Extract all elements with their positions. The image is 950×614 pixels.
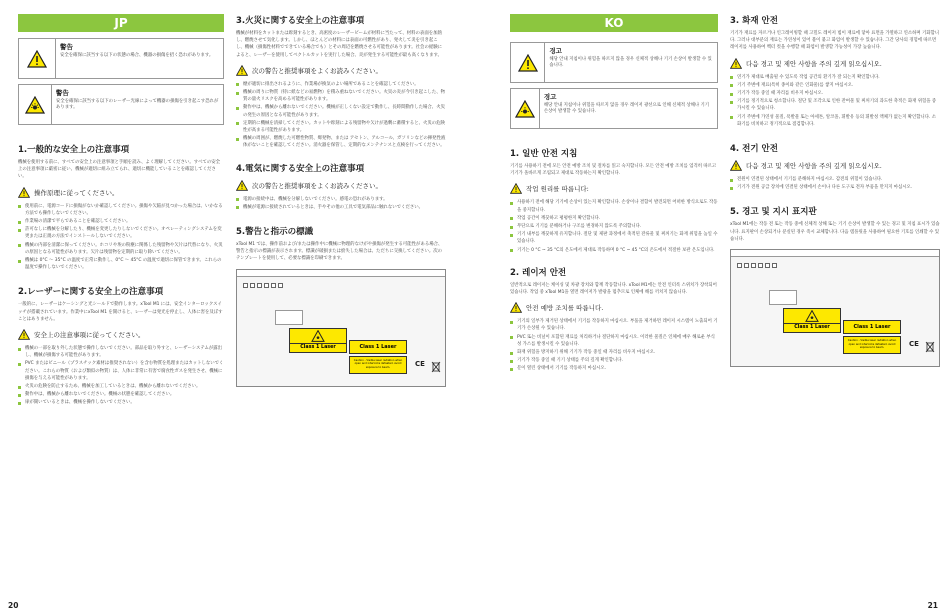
- list-item: 機械は 0°C ～ 35°C の温度で正常に動作し、0°C ～ 45°C の温度で適切に保管できます。これらの温度で操作しないでください。: [18, 257, 224, 271]
- ko-section-1-subheading: 작업 원리를 따릅니다:: [510, 183, 718, 194]
- list-item: 사용하기 전에 해당 기기에 손상이 있는지 확인합니다. 손상이나 결함이 발견되면 어떠한 방식으로도 작동을 중지합니다.: [510, 199, 718, 213]
- warning-icon: [510, 183, 522, 194]
- warning-text: 安全を確保に該当する以下の状態の場合、機器の損傷を招く恐れがあります。: [60, 53, 214, 58]
- jp-column-right: [236, 14, 446, 387]
- list-item: 전원이 연결된 상태에서 기기를 분해하지 마십시오. 감전의 위험이 있습니다.: [730, 176, 940, 183]
- jp-section-5-title: 5.警告と指示の標識: [236, 227, 314, 238]
- class-label-large: Class 1 Laser: [349, 340, 407, 354]
- list-item: 機械の一部を取り外した状態で操作しないでください。部品を取り外すと、レーザーシステムが露出し、機械が損傷する可能性があります。: [18, 345, 224, 359]
- jp-section-1-intro: 機械を使用する前に、すべての安全上の注意事項と手順を読み、よく理解してください。すべての安全上の注意事項に厳密に従い、機械が適切に組み立てられ、適切に機能していることを確認してください。: [18, 160, 221, 180]
- jp-section-1-title: 1.一般的な安全上の注意事項: [18, 145, 130, 155]
- ko-section-2-subheading: 안전 예방 조치를 따릅니다.: [510, 302, 718, 313]
- list-item: 動作中は、機械から離れないでください。機械が正しくない設定で動作し、長時間動作した場合、火災の発生の原因となる可能性があります。: [236, 104, 446, 118]
- warning-icon: [18, 329, 30, 340]
- page-number-right: 21: [927, 601, 938, 610]
- ko-section-2-title: 2. 레이저 안전: [510, 267, 567, 278]
- warning-title: 경고: [549, 47, 562, 55]
- caution-label: Caution - Visible laser radiation when open and interlocks defeated. Avoid exposure to beam.: [349, 356, 407, 374]
- list-item: 기기는 0 °C ~ 35 °C의 온도에서 제대로 작동하며 0 °C ~ 45 °C의 온도에서 적절한 보관 온도입니다.: [510, 247, 718, 254]
- list-item: 연기가 제대로 배출될 수 있도록 작업 공간의 환기가 잘 되는지 확인합니다.: [730, 74, 940, 81]
- list-item: 기기의 일부가 제거된 상태에서 기기를 작동하지 마십시오. 부품을 제거하면 레이저 시스템이 노출되어 기기가 손상될 수 있습니다.: [510, 318, 718, 332]
- ko-section-5-intro: xTool M1에는 작동 전 또는 작동 중에 신체적 상해 또는 기기 손상이 발생할 수 있는 경고 및 지침 표시가 있습니다. 표지판이 손상되거나 분실된 경우 즉시 교체합니다. 다음 템플릿을 사용하여 필요한 기호를 인쇄할 수 있습니다.: [730, 222, 940, 242]
- jp-warning-box-1: [18, 38, 224, 79]
- ko-section-3-title: 3. 화재 안전: [730, 16, 778, 26]
- list-item: 許可なしに機械を分解したり、機械を変更したりしないでください。オペレーティングシステムを変更または正規の方法でインストールしないでください。: [18, 226, 224, 240]
- laser-warning-icon: [515, 100, 535, 118]
- list-item: 화재 위험을 방지하기 위해 기기가 작동 중일 때 자리를 비우지 마십시오.: [510, 349, 718, 356]
- list-item: 火災の危険を防止するため、機械を加工しているときは、機械から離れないでください。: [18, 383, 224, 390]
- list-item: 機械の周りに物質（特に紙などの易燃物）を積み重ねないでください。火災の炎が今引き起こした、物質の量火リスクを高める可能性があります。: [236, 89, 446, 103]
- rating-plate: [275, 310, 303, 325]
- class-label-large: Class 1 Laser: [843, 320, 901, 334]
- warning-icon: [27, 50, 47, 68]
- ko-column-right: [730, 14, 940, 367]
- ko-section-2-list: [510, 318, 718, 372]
- jp-section-4-subheading: 次の警告と推奨事項をよくお読みください。: [236, 180, 446, 191]
- list-item: 기기가 전원 공급 장치에 연결된 상태에서 손이나 다른 도구로 전자 부품을 만지지 마십시오.: [730, 184, 940, 191]
- jp-section-1-subheading: 操作原理に従ってください。: [18, 187, 224, 198]
- warning-icon: [236, 180, 248, 191]
- list-item: 기기를 정기적으로 청소합니다. 절단 및 조각으로 인한 잔여물 및 찌꺼기의 과도한 축적은 화재 위험을 증가시킬 수 있습니다.: [730, 98, 940, 112]
- list-item: 작업 공간이 깨끗하고 평평한지 확인합니다.: [510, 215, 718, 222]
- ko-section-4-title: 4. 전기 안전: [730, 144, 778, 155]
- jp-section-3-title: 3.火災に関する安全上の注意事項: [236, 16, 365, 26]
- laser-warning-icon: [805, 310, 819, 322]
- list-item: PVC またはビニール（プラスチック素材は推奨されない）を含む物質を処理またはカットしないでください。これらの物質（および類似の物質）は、人体に非常に有害で腐食性ガスを発生させ、機械に損傷を与える可能性があります。: [18, 360, 224, 382]
- warning-text: 安全を確保に該当する以下のレーザー光線によって機器の損傷を引き起こす恐れがあります。: [55, 99, 219, 110]
- jp-section-5-intro: xTool M1 では、操作前および/または操作中に機械に物理的なけがや損傷が発生する可能性がある場合、警告と指示の標識が表示されます。標識が破損または紛失した場合は、ただちに交換してください。次のテンプレートを使用して、必要な標識を印刷できます。: [236, 242, 443, 262]
- list-item: 煙が適切に排出されるように、作業場が換気のよい場所であることを確認してください。: [236, 81, 446, 88]
- warning-icon: [18, 187, 30, 198]
- warning-icon: [730, 58, 742, 69]
- list-item: 作業場の清潔で平らであることを確認してください。: [18, 218, 224, 225]
- weee-bin-icon: [925, 341, 935, 353]
- ko-column-left: [510, 14, 718, 374]
- jp-section-1-list: [18, 203, 224, 272]
- jp-section-3-list: [236, 81, 446, 150]
- jp-language-tag: JP: [18, 14, 224, 32]
- ko-section-4-subheading: 다음 경고 및 제안 사항을 주의 깊게 읽으십시오.: [730, 160, 940, 171]
- list-item: 기기 주변에 재료(특히 종이와 같은 인화물)를 쌓지 마십시오.: [730, 82, 940, 89]
- ko-section-1-title: 1. 일반 안전 지침: [510, 149, 578, 159]
- jp-column-left: [18, 14, 224, 408]
- ko-section-3-intro: 기기가 재료를 자르거나 인그레이빙할 때 고밀도 레이저 빔이 재료에 닿아 표면을 가열하고 연소하며 기화합니다. 그러나 대부분의 재료는 가연성이 있어 불이 붙고 화염이 발생할 수 있습니다. 그간 당사의 경험에 따르면 레이저를 사용하여 벡터 컷을 수행할 때 화염이 발생할 가능성이 가장 높습니다.: [730, 31, 940, 51]
- list-item: 기기 내부를 깨끗하게 유지합니다. 절단 및 제판 과정에서 축적된 잔류물 및 찌꺼기는 화재 위험을 높일 수 있습니다.: [510, 231, 718, 245]
- laser-label: [783, 308, 841, 333]
- list-item: 使用前に、電源コードに損傷がないか確認してください。損傷や欠陥が見つかった場合は、いかなる方法でも操作しないでください。: [18, 203, 224, 217]
- list-item: 機械が電源に接続されているときは、手やその他の工具で電気部品に触れないでください。: [236, 204, 446, 211]
- jp-section-2-title: 2.レーザーに関する安全上の注意事項: [18, 287, 164, 298]
- rating-plate: [769, 290, 797, 305]
- ko-section-3-subheading: 다음 경고 및 제안 사항을 주의 깊게 읽으십시오.: [730, 58, 940, 69]
- jp-section-3-subheading: 次の警告と推奨事項をよくお読みください。: [236, 65, 446, 76]
- laser-warning-icon: [311, 330, 325, 342]
- class-label: Class 1 Laser: [784, 323, 840, 332]
- machine-diagram: [236, 269, 446, 387]
- machine-ports: [737, 263, 777, 268]
- warning-icon: [236, 65, 248, 76]
- ce-mark: CE: [909, 340, 919, 349]
- list-item: 電源の接続中は、機械を分解しないでください。感電の恐れがあります。: [236, 196, 446, 203]
- laser-label: [289, 328, 347, 353]
- jp-section-3-intro: 機械が材料をカットまたは彫刻するとき、高密度のレーザービームが材料に当たって、材料の表面を加熱し、燃焼させて気化します。しかし、ほとんどの材料には表面の可燃性があり、発火して炎を引き起こし、機械（損傷性材料でできている場合でも）とその周辺を燃焼させる可能性があります。社会の経験によると、レーザーを使用してベクトルカットを実行した場合、炎が発生する可能性が最も高くなります。: [236, 31, 443, 58]
- list-item: 機械の内部を清潔に保ってください。ホコリや埃の粉塵に関係した残留物や欠片は代替になり、火災の原因となる可能性があります。欠片は残留物を定期的に取り除いてください。: [18, 242, 224, 256]
- list-item: 무단으로 기기를 분해하거나 구조를 변경하지 않도록 주의합니다.: [510, 223, 718, 230]
- jp-section-2-list: [18, 345, 224, 407]
- warning-title: 警告: [55, 89, 69, 97]
- warning-title: 경고: [543, 93, 557, 101]
- ko-section-4-list: [730, 176, 940, 191]
- warning-icon: [518, 54, 538, 72]
- list-item: 動作中は、機械から離れないでください。機械の状態を確認してください。: [18, 391, 224, 398]
- list-item: PVC 또는 비닐이 포함된 재료를 처리하거나 절단하지 마십시오. 이러한 물질은 인체에 매우 해로운 부식성 가스를 발생시킬 수 있습니다.: [510, 334, 718, 348]
- jp-section-2-intro: 一般的に、レーザーはケーシングと光シールドで動作します。xTool M1 には、安全インターロックスイッチが搭載されています。作業中にxTool M1 を開けると、レーザーは発光を停止し、人体に害を及ぼすことはありません。: [18, 302, 223, 322]
- list-item: 기기가 작동 중일 때 기기 상태를 주의 깊게 확인합니다.: [510, 357, 718, 364]
- ko-section-1-intro: 기기를 사용하기 전에 모든 안전 예방 조치 및 절차를 읽고 숙지합니다. 모든 안전 예방 조치를 엄격히 따르고 기기가 올바르게 조립되고 제대로 작동하는지 확인합니다.: [510, 164, 717, 177]
- list-item: 機械の周囲が、燃焼した可燃性物質、爆発物、または アセトン、アルコール、ガソリンなどの揮発性液体がないことを確認してください。消火器を保管し、定期的なメンテナンスと点検を行ってください。: [236, 135, 446, 149]
- class-label: Class 1 Laser: [290, 343, 346, 352]
- list-item: 기기가 작동 중일 때 자리를 비우지 마십시오.: [730, 90, 940, 97]
- warning-text: 해당 안내 지침이나 위험을 따르지 않을 경우 레이저 광선으로 인해 신체적 상해나 기기 손상이 발생할 수 있습니다.: [543, 103, 710, 114]
- ko-section-3-list: [730, 74, 940, 128]
- list-item: 定期的に機械を清掃してください。カットや彫刻による残留物や欠けが過剰に蓄積すると、火災の危険性が高まる可能性があります。: [236, 120, 446, 134]
- warning-icon: [730, 160, 742, 171]
- machine-diagram: [730, 249, 940, 367]
- list-item: 기기 주변에 가연성 물질, 폭발물 또는 아세톤, 알코올, 휘발유 등의 휘발성 액체가 없는지 확인합니다. 소화기를 비치하고 정기적으로 점검합니다.: [730, 114, 940, 128]
- ko-language-tag: KO: [510, 14, 718, 32]
- jp-warning-box-2: [18, 84, 224, 125]
- page-number-left: 20: [8, 601, 19, 610]
- warning-icon: [510, 302, 522, 313]
- jp-section-4-list: [236, 196, 446, 211]
- jp-section-2-subheading: 安全上の注意事項に従ってください。: [18, 329, 224, 340]
- ko-section-5-title: 5. 경고 및 지시 표지판: [730, 207, 817, 218]
- ko-section-2-intro: 일반적으로 레이저는 케이싱 및 차광 장치와 함께 작동합니다. xTool M1에는 안전 인터록 스위치가 장착되어 있습니다. 작업 중 xTool M1을 열면 레이저가 발광을 멈추므로 인체에 해를 끼치지 않습니다.: [510, 282, 717, 296]
- machine-ports: [243, 283, 283, 288]
- caution-label: Caution - Visible laser radiation when open and interlocks defeated. Avoid exposure to beam.: [843, 336, 901, 354]
- jp-section-4-title: 4.電気に関する安全上の注意事項: [236, 163, 365, 174]
- ce-mark: CE: [415, 359, 425, 368]
- ko-warning-box-2: [510, 88, 718, 129]
- list-item: 扉が開いているときは、機械を操作しないでください。: [18, 399, 224, 406]
- ko-section-1-list: [510, 199, 718, 253]
- weee-bin-icon: [431, 361, 441, 373]
- list-item: 문이 열린 상태에서 기기를 작동하지 마십시오.: [510, 365, 718, 372]
- warning-title: 警告: [60, 43, 73, 51]
- ko-warning-box-1: [510, 42, 718, 83]
- laser-warning-icon: [25, 96, 45, 114]
- warning-text: 해당 안내 지침이나 위험을 따르지 않을 경우 신체적 상해나 기기 손상이 발생할 수 있습니다.: [549, 57, 712, 68]
